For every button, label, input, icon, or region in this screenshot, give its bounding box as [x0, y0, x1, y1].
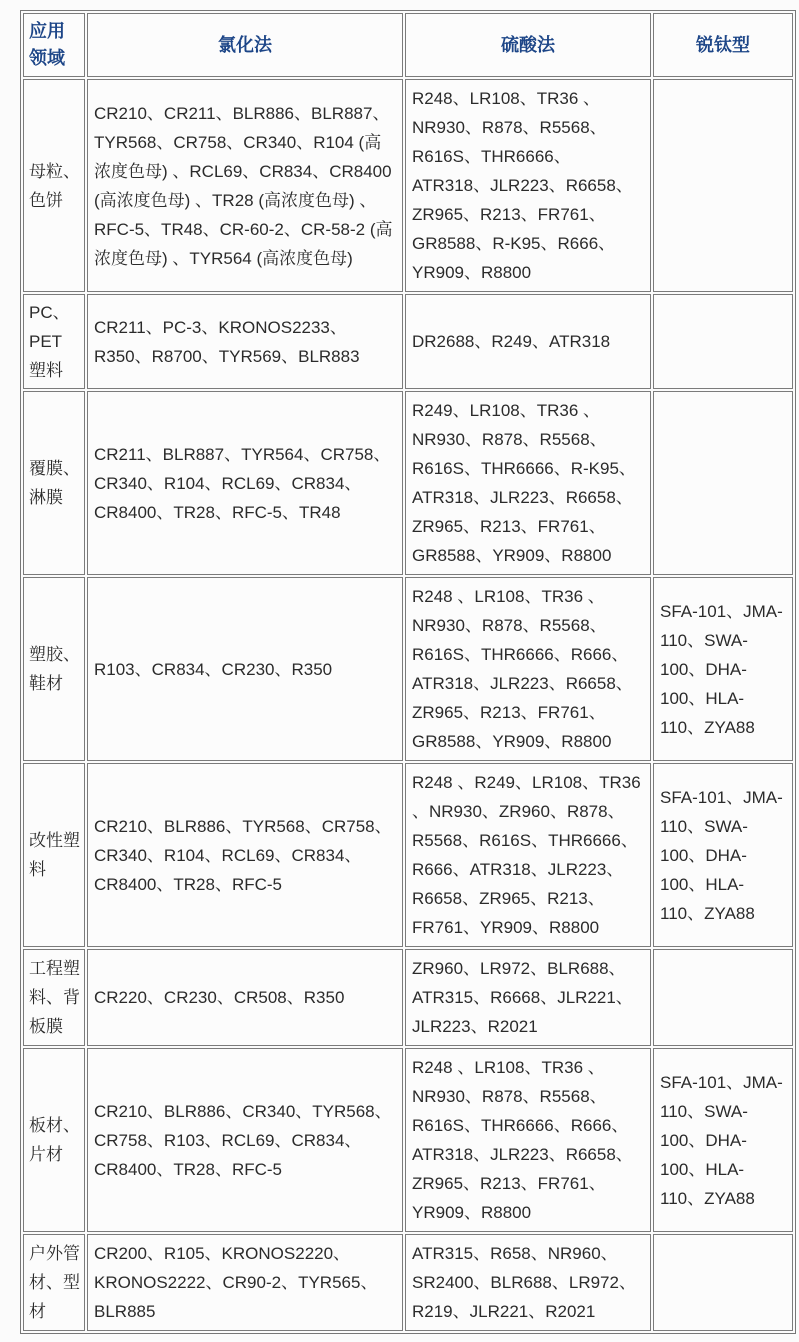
cell-anatase: SFA-101、JMA-110、SWA-100、DHA-100、HLA-110、ZYA88: [653, 577, 793, 761]
cell-anatase: SFA-101、JMA-110、SWA-100、DHA-100、HLA-110、ZYA88: [653, 763, 793, 947]
cell-anatase: [653, 391, 793, 575]
table-row: [23, 577, 793, 761]
cell-area: 覆膜、淋膜: [23, 391, 85, 575]
cell-sulfate: R248、LR108、TR36 、NR930、R878、R5568、R616S、THR6666、ATR318、JLR223、R6658、ZR965、R213、FR761、GR8588、R-K95、R666、YR909、R8800: [405, 79, 651, 292]
cell-chlorination: R103、CR834、CR230、R350: [87, 577, 403, 761]
table-row: [23, 1234, 793, 1331]
table-row: [23, 391, 793, 575]
cell-anatase: [653, 1234, 793, 1331]
cell-area: 户外管材、型材: [23, 1234, 85, 1331]
cell-area: 板材、片材: [23, 1048, 85, 1232]
col-header-sulfate-process: 硫酸法: [405, 13, 651, 77]
tio2-application-table: [20, 10, 796, 1334]
cell-anatase: [653, 294, 793, 389]
header-row: [23, 13, 793, 77]
cell-chlorination: CR211、PC-3、KRONOS2233、R350、R8700、TYR569、BLR883: [87, 294, 403, 389]
cell-area: 工程塑料、背板膜: [23, 949, 85, 1046]
cell-anatase: [653, 79, 793, 292]
cell-anatase: [653, 949, 793, 1046]
cell-sulfate: ZR960、LR972、BLR688、ATR315、R6668、JLR221、JLR223、R2021: [405, 949, 651, 1046]
cell-anatase: SFA-101、JMA-110、SWA-100、DHA-100、HLA-110、ZYA88: [653, 1048, 793, 1232]
col-header-anatase-type: 锐钛型: [653, 13, 793, 77]
cell-area: 改性塑料: [23, 763, 85, 947]
cell-area: 塑胶、鞋材: [23, 577, 85, 761]
cell-chlorination: CR210、BLR886、CR340、TYR568、CR758、R103、RCL69、CR834、CR8400、TR28、RFC-5: [87, 1048, 403, 1232]
table-body: [23, 79, 793, 1331]
cell-sulfate: R249、LR108、TR36 、NR930、R878、R5568、R616S、THR6666、R-K95、ATR318、JLR223、R6658、ZR965、R213、FR761、GR8588、YR909、R8800: [405, 391, 651, 575]
cell-sulfate: ATR315、R658、NR960、SR2400、BLR688、LR972、R219、JLR221、R2021: [405, 1234, 651, 1331]
table-row: [23, 949, 793, 1046]
cell-chlorination: CR200、R105、KRONOS2220、KRONOS2222、CR90-2、TYR565、BLR885: [87, 1234, 403, 1331]
cell-sulfate: R248 、R249、LR108、TR36 、NR930、ZR960、R878、R5568、R616S、THR6666、R666、ATR318、JLR223、R6658、ZR965、R213、FR761、YR909、R8800: [405, 763, 651, 947]
cell-area: 母粒、色饼: [23, 79, 85, 292]
table-row: [23, 1048, 793, 1232]
col-header-application-area: 应用领域: [23, 13, 85, 77]
col-header-chlorination-process: 氯化法: [87, 13, 403, 77]
table-row: [23, 294, 793, 389]
cell-sulfate: R248 、LR108、TR36 、NR930、R878、R5568、R616S、THR6666、R666、ATR318、JLR223、R6658、ZR965、R213、FR761、GR8588、YR909、R8800: [405, 577, 651, 761]
cell-sulfate: DR2688、R249、ATR318: [405, 294, 651, 389]
cell-area: PC、PET 塑料: [23, 294, 85, 389]
table-row: [23, 763, 793, 947]
cell-chlorination: CR210、BLR886、TYR568、CR758、CR340、R104、RCL69、CR834、CR8400、TR28、RFC-5: [87, 763, 403, 947]
cell-chlorination: CR211、BLR887、TYR564、CR758、CR340、R104、RCL69、CR834、CR8400、TR28、RFC-5、TR48: [87, 391, 403, 575]
cell-chlorination: CR220、CR230、CR508、R350: [87, 949, 403, 1046]
table-row: [23, 79, 793, 292]
table-header: [23, 13, 793, 77]
cell-sulfate: R248 、LR108、TR36 、NR930、R878、R5568、R616S、THR6666、R666、ATR318、JLR223、R6658、ZR965、R213、FR761、YR909、R8800: [405, 1048, 651, 1232]
cell-chlorination: CR210、CR211、BLR886、BLR887、TYR568、CR758、CR340、R104 (高浓度色母) 、RCL69、CR834、CR8400 (高浓度色母) 、TR28 (高浓度色母) 、RFC-5、TR48、CR-60-2、CR-58-2 (高浓度色母) 、TYR564 (高浓度色母): [87, 79, 403, 292]
